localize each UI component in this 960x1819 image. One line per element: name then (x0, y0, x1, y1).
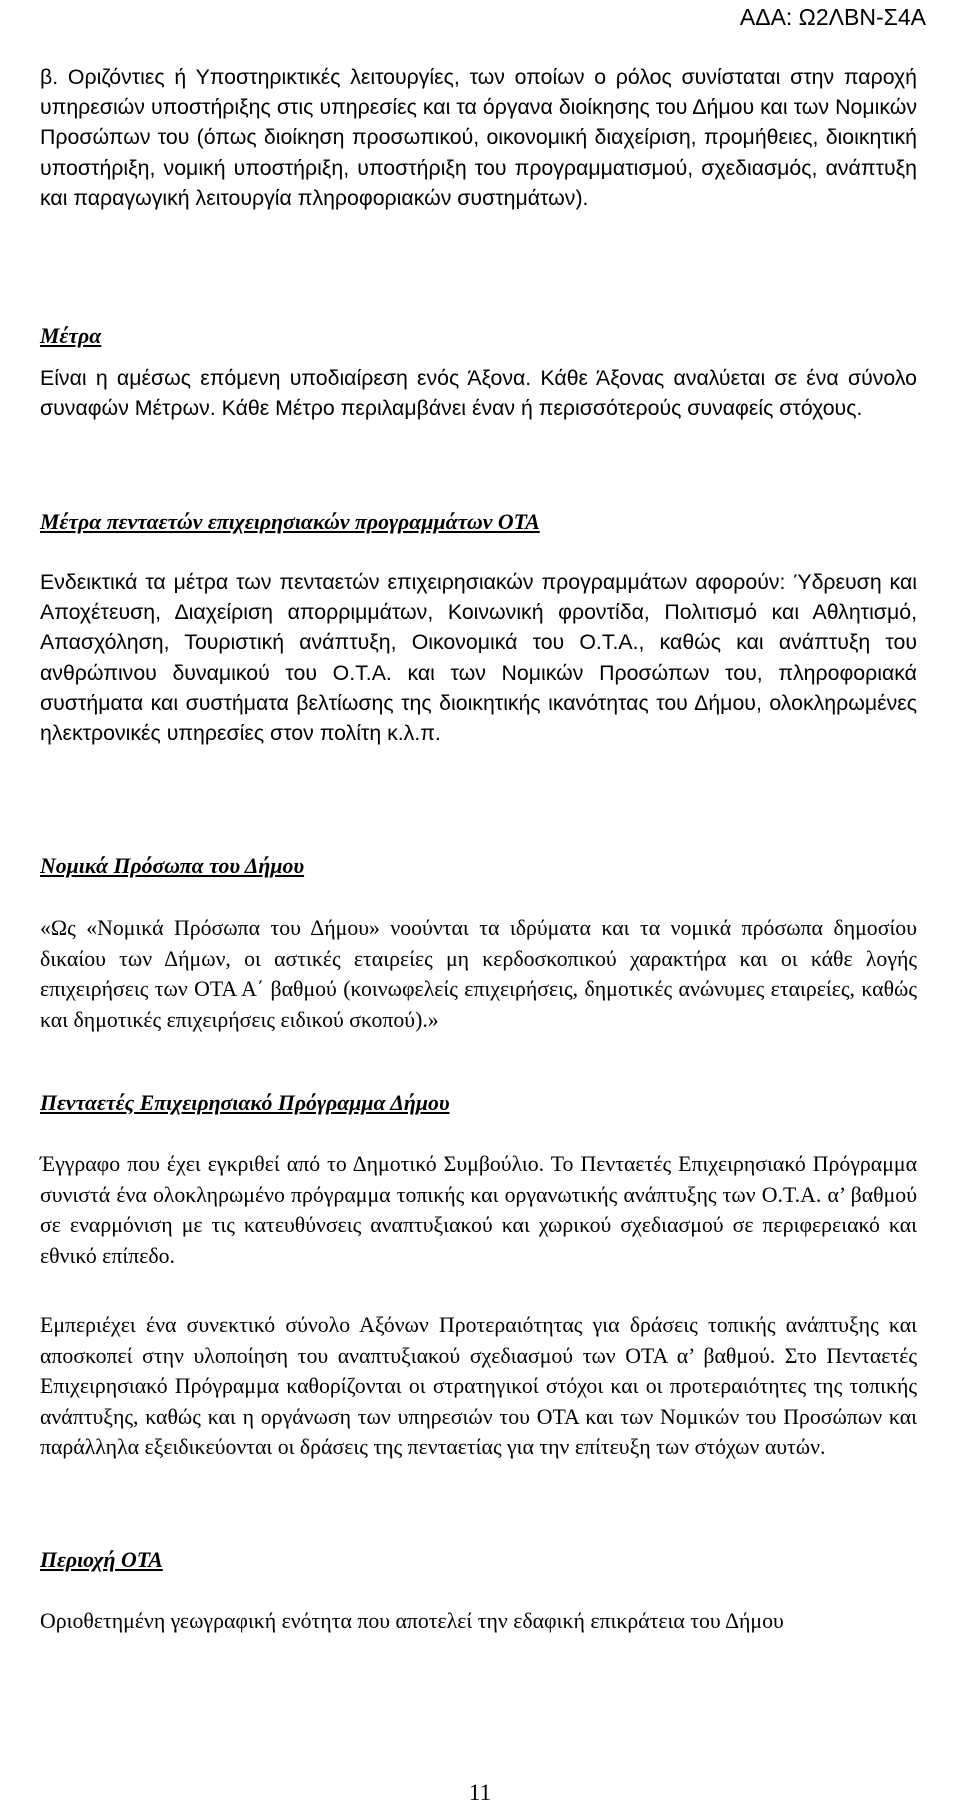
ota-area-heading: Περιοχή ΟΤΑ (40, 1548, 163, 1572)
five-year-program-paragraph-1: Έγγραφο που έχει εγκριθεί από το Δημοτικό Συμβούλιο. Το Πενταετές Επιχειρησιακό Πρόγραμμα συνιστά ένα ολοκληρωμένο πρόγραμμα τοπικής και οργανωτικής ανάπτυξης των Ο.Τ.Α. α’ βαθμού σε εναρμόνιση με τις κατευθύνσεις αναπτυξιακού και χωρικού σχεδιασμού σε περιφερειακό και εθνικό επίπεδο. (40, 1152, 917, 1268)
five-year-measures-paragraph: Ενδεικτικά τα μέτρα των πενταετών επιχειρησιακών προγραμμάτων αφορούν: Ύδρευση και Αποχέτευση, Διαχείριση απορριμμάτων, Κοινωνική φροντίδα, Πολιτισμό και Αθλητισμό, Απασχόληση, Τουριστική ανάπτυξη, Οικονομικά του Ο.Τ.Α., καθώς και ανάπτυξη του ανθρώπινου δυναμικού του Ο.Τ.Α. και των Νομικών Προσώπων του, πληροφοριακά συστήματα και συστήματα βελτίωσης της διοικητικής ικανότητας του Δήμου, ολοκληρωμένες ηλεκτρονικές υπηρεσίες στον πολίτη κ.λ.π. (40, 570, 917, 746)
page-number: 11 (468, 1780, 492, 1805)
measures-paragraph: Είναι η αμέσως επόμενη υποδιαίρεση ενός Άξονα. Κάθε Άξονας αναλύεται σε ένα σύνολο συναφών Μέτρων. Κάθε Μέτρο περιλαμβάνει έναν ή περισσότερούς συναφείς στόχους. (40, 366, 917, 421)
five-year-measures-heading: Μέτρα πενταετών επιχειρησιακών προγραμμάτων ΟΤΑ (40, 510, 540, 534)
ada-code: ΑΔΑ: Ω2ΛΒΝ-Σ4Α (739, 4, 926, 30)
ota-area-paragraph: Οριοθετημένη γεωγραφική ενότητα που αποτελεί την εδαφική επικράτεια του Δήμου (40, 1609, 784, 1633)
legal-entities-heading: Νομικά Πρόσωπα του Δήμου (40, 854, 305, 878)
measures-heading: Μέτρα (40, 324, 102, 348)
legal-entities-paragraph: «Ως «Νομικά Πρόσωπα του Δήμου» νοούνται τα ιδρύματα και τα νομικά πρόσωπα δημοσίου δικαίου των Δήμων, οι αστικές εταιρείες μη κερδοσκοπικού χαρακτήρα και οι κάθε λογής επιχειρήσεις των ΟΤΑ Α΄ βαθμού (κοινωφελείς επιχειρήσεις, δημοτικές ανώνυμες εταιρείες, καθώς και δημοτικές επιχειρήσεις ειδικού σκοπού).» (40, 916, 917, 1032)
five-year-program-heading: Πενταετές Επιχειρησιακό Πρόγραμμα Δήμου (40, 1091, 450, 1115)
horizontal-functions-paragraph: β. Οριζόντιες ή Υποστηρικτικές λειτουργίες, των οποίων ο ρόλος συνίσταται στην παροχή υπηρεσιών υποστήριξης στις υπηρεσίες και τα όργανα διοίκησης του Δήμου και των Νομικών Προσώπων του (όπως διοίκηση προσωπικού, οικονομική διαχείριση, προμήθειες, διοικητική υποστήριξη, νομική υποστήριξη, υποστήριξη του προγραμματισμού, σχεδιασμός, ανάπτυξη και παραγωγική λειτουργία πληροφοριακών συστημάτων). (40, 65, 917, 210)
five-year-program-paragraph-2: Εμπεριέχει ένα συνεκτικό σύνολο Αξόνων Προτεραιότητας για δράσεις τοπικής ανάπτυξης και αποσκοπεί στην υλοποίηση του αναπτυξιακού σχεδιασμού των ΟΤΑ α’ βαθμού. Στο Πενταετές Επιχειρησιακό Πρόγραμμα καθορίζονται οι στρατηγικοί στόχοι και οι προτεραιότητες της τοπικής ανάπτυξης, καθώς και η οργάνωση των υπηρεσιών του ΟΤΑ και των Νομικών του Προσώπων και παράλληλα εξειδικεύονται οι δράσεις της πενταετίας για την επίτευξη των στόχων αυτών. (40, 1313, 917, 1460)
